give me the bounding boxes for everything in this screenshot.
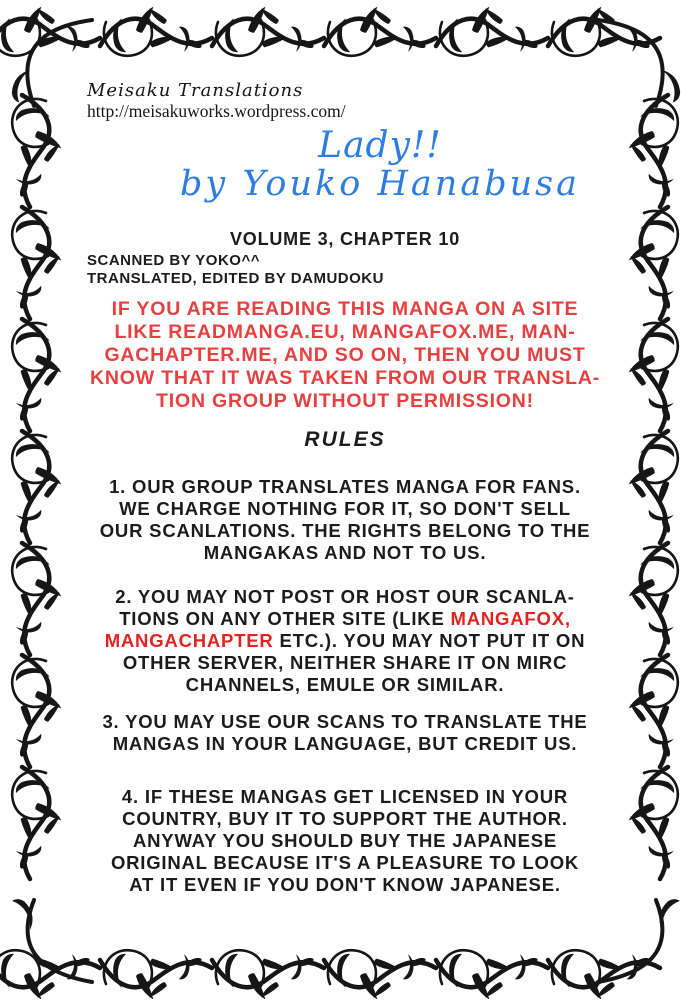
rule-line (80, 630, 610, 652)
rule-4 (80, 786, 610, 896)
translation-credit: TRANSLATED, EDITED BY DAMUDOKU (87, 270, 384, 287)
warning-line: TION GROUP WITHOUT PERMISSION! (156, 390, 534, 412)
author-credit: by Youko Hanabusa (180, 164, 580, 204)
rule-line: CHANNELS, EMULE OR SIMILAR. (185, 674, 505, 695)
rule-line: COUNTRY, BUY IT TO SUPPORT THE AUTHOR. (122, 808, 568, 829)
warning-line: IF YOU ARE READING THIS MANGA ON A SITE (111, 298, 579, 320)
rule-line: ANYWAY YOU SHOULD BUY THE JAPANESE (132, 830, 557, 851)
rule-line: OUR SCANLATIONS. THE RIGHTS BELONG TO THE (99, 520, 591, 541)
group-name: Meisaku Translations (87, 80, 304, 101)
banned-site-names: MANGAFOX, (450, 608, 571, 629)
series-title: Lady!! (318, 125, 442, 166)
rule-2 (80, 586, 610, 696)
rule-line: WE CHARGE NOTHING FOR IT, SO DON'T SELL (119, 498, 571, 519)
rule-line (80, 608, 610, 630)
rule-line: 2. YOU MAY NOT POST OR HOST OUR SCANLA- (115, 586, 575, 607)
rule-text: ETC.). YOU MAY NOT PUT IT ON (273, 630, 586, 651)
rules-heading: RULES (304, 428, 386, 451)
warning-line: GACHAPTER.ME, AND SO ON, THEN YOU MUST (104, 344, 586, 366)
site-url: http://meisakuworks.wordpress.com/ (87, 101, 346, 121)
rule-1 (80, 476, 610, 564)
banned-site-names: MANGACHAPTER (104, 630, 274, 651)
piracy-warning (80, 298, 610, 413)
rule-line: 1. OUR GROUP TRANSLATES MANGA FOR FANS. (109, 476, 581, 497)
warning-line: LIKE READMANGA.EU, MANGAFOX.ME, MAN- (114, 321, 576, 343)
rule-line: OTHER SERVER, NEITHER SHARE IT ON MIRC (122, 652, 568, 673)
rule-line: MANGAS IN YOUR LANGUAGE, BUT CREDIT US. (112, 733, 578, 754)
scan-credit: SCANNED BY YOKO^^ (87, 252, 260, 269)
rule-line: ORIGINAL BECAUSE IT'S A PLEASURE TO LOOK (110, 852, 580, 873)
rule-line: MANGAKAS AND NOT TO US. (203, 542, 487, 563)
warning-line: KNOW THAT IT WAS TAKEN FROM OUR TRANSLA- (89, 367, 601, 389)
rule-line: 3. YOU MAY USE OUR SCANS TO TRANSLATE THE (102, 711, 588, 732)
rule-line: AT IT EVEN IF YOU DON'T KNOW JAPANESE. (129, 874, 561, 895)
volume-chapter: VOLUME 3, CHAPTER 10 (229, 229, 461, 249)
rule-line: 4. IF THESE MANGAS GET LICENSED IN YOUR (121, 786, 569, 807)
rule-3 (80, 711, 610, 755)
title-block (150, 127, 610, 203)
rule-text: TIONS ON ANY OTHER SITE (LIKE (119, 608, 451, 629)
